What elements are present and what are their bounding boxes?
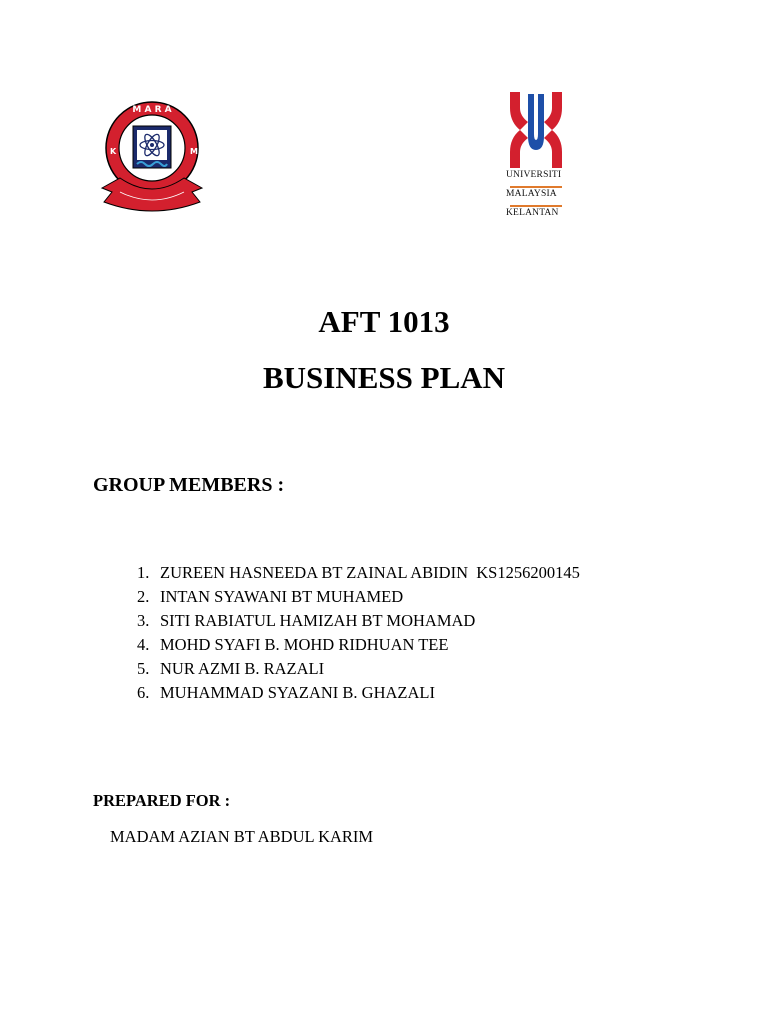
umk-logo-line-1: UNIVERSITI [506, 170, 562, 180]
course-code: AFT 1013 [318, 304, 450, 339]
svg-text:M A R A: M A R A [132, 105, 172, 115]
umk-divider-2 [510, 205, 562, 207]
member-name: MOHD SYAFI B. MOHD RIDHUAN TEE [160, 635, 449, 654]
prepared-for-name: MADAM AZIAN BT ABDUL KARIM [110, 827, 374, 846]
umk-logo-line-3: KELANTAN [506, 208, 559, 218]
member-name: INTAN SYAWANI BT MUHAMED [160, 587, 404, 606]
list-item: 6. MUHAMMAD SYAZANI B. GHAZALI [137, 683, 435, 702]
group-members-heading: GROUP MEMBERS : [93, 474, 285, 496]
member-list [137, 561, 580, 705]
prepared-for-heading: PREPARED FOR : [93, 791, 231, 810]
list-item: 3. SITI RABIATUL HAMIZAH BT MOHAMAD [137, 611, 476, 630]
umk-logo [506, 90, 566, 222]
kolej-mara-crest-logo [96, 96, 208, 212]
svg-text:K: K [110, 147, 117, 156]
document-title: BUSINESS PLAN [262, 360, 506, 395]
list-item: 4. MOHD SYAFI B. MOHD RIDHUAN TEE [137, 635, 449, 654]
member-name: SITI RABIATUL HAMIZAH BT MOHAMAD [160, 611, 476, 630]
umk-logo-line-2: MALAYSIA [506, 189, 557, 199]
list-item: 5. NUR AZMI B. RAZALI [137, 659, 325, 678]
umk-divider-1 [510, 186, 562, 188]
list-item: 1. ZUREEN HASNEEDA BT ZAINAL ABIDIN KS1256200145 [137, 563, 580, 582]
list-item: 2. INTAN SYAWANI BT MUHAMED [137, 587, 404, 606]
member-name: ZUREEN HASNEEDA BT ZAINAL ABIDIN KS1256200145 [160, 563, 580, 582]
member-name: NUR AZMI B. RAZALI [160, 659, 325, 678]
svg-text:M: M [190, 147, 198, 156]
member-name: MUHAMMAD SYAZANI B. GHAZALI [160, 683, 435, 702]
